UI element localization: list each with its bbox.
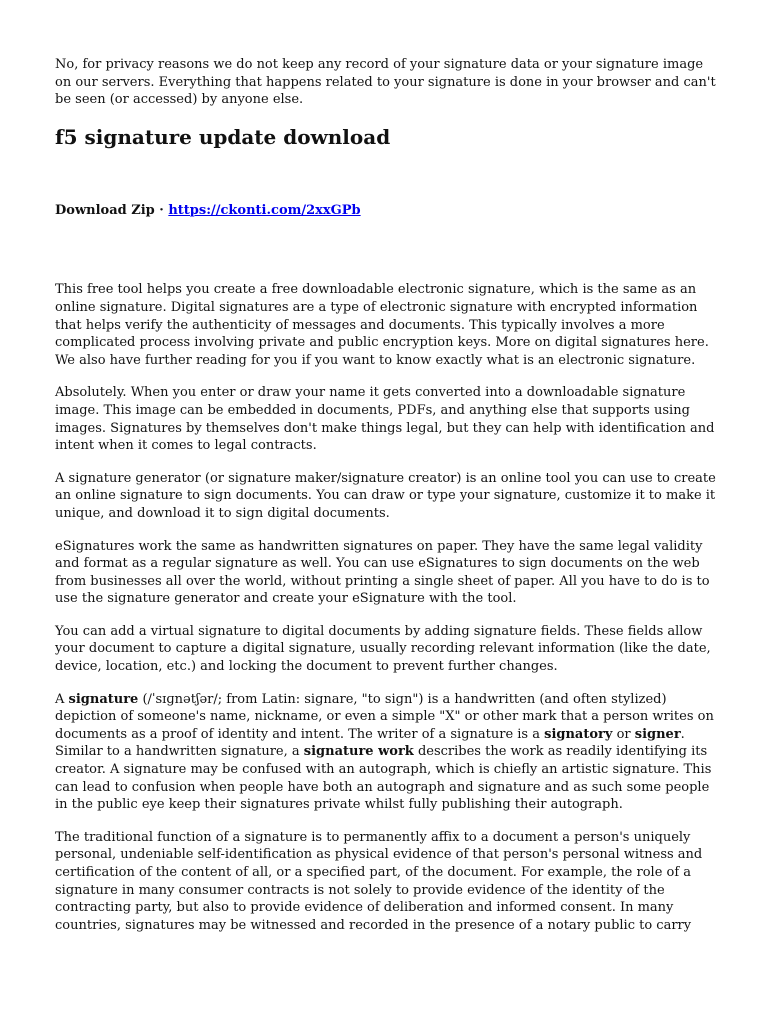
term-signature-work: signature work bbox=[303, 744, 414, 760]
term-signer: signer bbox=[634, 726, 681, 742]
definition-part1: (/ˈsɪɡnətʃər/; from Latin: signare, "to sign") is a handwritten (and often stylized) depiction of someone's name, nickname, or even a simple "X" or other mark that a person writes on documents as a proof of identity and intent. The writer of a signature is a bbox=[55, 691, 714, 742]
document-page bbox=[55, 56, 720, 949]
paragraph-traditional-function: The traditional function of a signature is to permanently affix to a document a person's uniquely personal, undeniable self-identification as physical evidence of that person's personal witness and certification of the content of all, or a specified part, of the document. For example, the role of a signature in many consumer contracts is not solely to provide evidence of the identity of the contracting party, but also to provide evidence of deliberation and informed consent. In many countries, signatures may be witnessed and recorded in the presence of a notary public to carry bbox=[55, 829, 703, 933]
paragraph-esignatures: eSignatures work the same as handwritten signatures on paper. They have the same legal validity and format as a regular signature as well. You can use eSignatures to sign documents on the web from businesses all over the world, without printing a single sheet of paper. All you have to do is to use the signature generator and create your eSignature with the tool. bbox=[55, 538, 710, 607]
paragraph-virtual-signature: You can add a virtual signature to digital documents by adding signature fields. These fields allow your document to capture a digital signature, usually recording relevant information (like the date, device, location, etc.) and locking the document to prevent further changes. bbox=[55, 623, 711, 675]
paragraph-signature-generator: A signature generator (or signature maker/signature creator) is an online tool you can use to create an online signature to sign documents. You can draw or type your signature, customize it to make it unique, and download it to sign digital documents. bbox=[55, 470, 716, 521]
definition-or: or bbox=[612, 726, 635, 742]
definition-part3: describes the work as readily identifying its creator. A signature may be confused with an autograph, which is chiefly an artistic signature. This can lead to confusion when people have both an autograph and signature and as such some people in the public eye keep their signatures private whilst fully publishing their autograph. bbox=[55, 744, 712, 813]
definition-start: A bbox=[55, 691, 69, 707]
page-title: f5 signature update download bbox=[55, 124, 391, 149]
paragraph-definition bbox=[55, 691, 720, 814]
definition-part2: . Similar to a handwritten signature, a bbox=[55, 726, 685, 760]
privacy-paragraph: No, for privacy reasons we do not keep any record of your signature data or your signature image on our servers. Everything that happens related to your signature is done in your browser and can't be seen (or accessed) by anyone else. bbox=[55, 57, 716, 108]
download-link[interactable]: https://ckonti.com/2xxGPb bbox=[168, 202, 361, 218]
paragraph-electronic-signature: This free tool helps you create a free downloadable electronic signature, which is the same as an online signature. Digital signatures are a type of electronic signature with encrypted information that helps verify the authenticity of messages and documents. This typically involves a more complicated process involving private and public encryption keys. More on digital signatures here. We also have further reading for you if you want to know exactly what is an electronic signature. bbox=[55, 282, 709, 368]
term-signature: signature bbox=[68, 691, 139, 707]
download-label: Download Zip · bbox=[55, 202, 169, 218]
paragraph-absolutely: Absolutely. When you enter or draw your name it gets converted into a downloadable signature image. This image can be embedded in documents, PDFs, and anything else that supports using images. Signatures by themselves don't make things legal, but they can help with identification and intent when it comes to legal contracts. bbox=[55, 385, 715, 454]
download-line bbox=[55, 202, 720, 220]
term-signatory: signatory bbox=[544, 726, 613, 742]
